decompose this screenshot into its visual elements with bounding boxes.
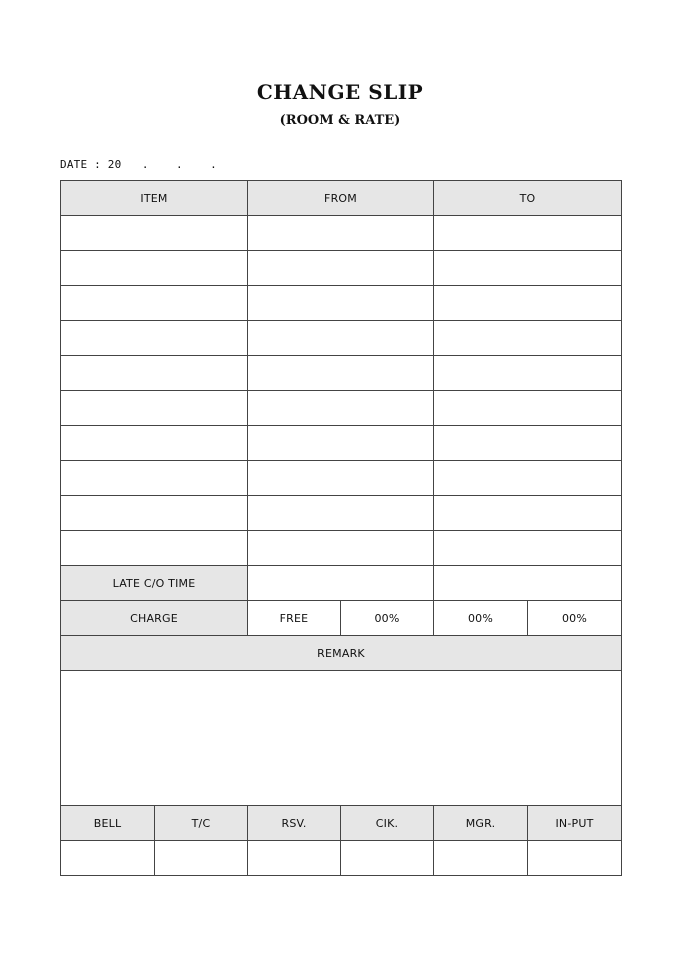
signoff-tc-label: T/C: [155, 806, 248, 841]
to-header: TO: [434, 181, 622, 216]
signoff-header-row: [61, 806, 622, 841]
signoff-tc-field[interactable]: [155, 841, 248, 876]
item-cell[interactable]: [61, 496, 248, 531]
to-cell[interactable]: [434, 251, 622, 286]
to-cell[interactable]: [434, 531, 622, 566]
late-checkout-to-cell[interactable]: [434, 566, 622, 601]
to-cell[interactable]: [434, 216, 622, 251]
entry-row: [61, 286, 622, 321]
entry-row: [61, 531, 622, 566]
item-header: ITEM: [61, 181, 248, 216]
date-label: DATE : 20 . . .: [60, 158, 217, 171]
signoff-input-field[interactable]: [528, 841, 622, 876]
late-checkout-label: LATE C/O TIME: [61, 566, 248, 601]
from-cell[interactable]: [248, 216, 434, 251]
item-cell[interactable]: [61, 251, 248, 286]
entry-rows: [61, 216, 622, 566]
late-checkout-row: [61, 566, 622, 601]
signoff-mgr-field[interactable]: [434, 841, 528, 876]
to-cell[interactable]: [434, 496, 622, 531]
remark-body-row: [61, 671, 622, 806]
signoff-cik-field[interactable]: [341, 841, 434, 876]
entry-row: [61, 321, 622, 356]
item-cell[interactable]: [61, 391, 248, 426]
item-cell[interactable]: [61, 461, 248, 496]
signoff-rsv-label: RSV.: [248, 806, 341, 841]
signoff-rsv-field[interactable]: [248, 841, 341, 876]
charge-rate-cell-1[interactable]: 00%: [341, 601, 434, 636]
charge-row: [61, 601, 622, 636]
charge-free-cell[interactable]: FREE: [248, 601, 341, 636]
from-cell[interactable]: [248, 531, 434, 566]
to-cell[interactable]: [434, 286, 622, 321]
from-cell[interactable]: [248, 251, 434, 286]
entry-row: [61, 216, 622, 251]
entry-row: [61, 496, 622, 531]
remark-header-row: [61, 636, 622, 671]
from-cell[interactable]: [248, 321, 434, 356]
entry-row: [61, 251, 622, 286]
from-cell[interactable]: [248, 496, 434, 531]
item-cell[interactable]: [61, 356, 248, 391]
item-cell[interactable]: [61, 426, 248, 461]
from-cell[interactable]: [248, 426, 434, 461]
item-cell[interactable]: [61, 531, 248, 566]
item-cell[interactable]: [61, 216, 248, 251]
document-subtitle: (ROOM & RATE): [279, 113, 401, 128]
header-row: [61, 181, 622, 216]
entry-row: [61, 391, 622, 426]
to-cell[interactable]: [434, 391, 622, 426]
signoff-mgr-label: MGR.: [434, 806, 528, 841]
to-cell[interactable]: [434, 426, 622, 461]
entry-row: [61, 356, 622, 391]
document-title: CHANGE SLIP: [256, 80, 424, 104]
from-header: FROM: [248, 181, 434, 216]
item-cell[interactable]: [61, 321, 248, 356]
signoff-cik-label: CIK.: [341, 806, 434, 841]
remark-label: REMARK: [61, 636, 622, 671]
signoff-bell-field[interactable]: [61, 841, 155, 876]
remark-field[interactable]: [61, 671, 622, 806]
from-cell[interactable]: [248, 356, 434, 391]
entry-row: [61, 461, 622, 496]
signoff-bell-label: BELL: [61, 806, 155, 841]
to-cell[interactable]: [434, 356, 622, 391]
late-checkout-from-cell[interactable]: [248, 566, 434, 601]
charge-label: CHARGE: [61, 601, 248, 636]
signoff-input-label: IN-PUT: [528, 806, 622, 841]
entry-row: [61, 426, 622, 461]
to-cell[interactable]: [434, 461, 622, 496]
from-cell[interactable]: [248, 461, 434, 496]
item-cell[interactable]: [61, 286, 248, 321]
from-cell[interactable]: [248, 391, 434, 426]
charge-rate-cell-2[interactable]: 00%: [434, 601, 528, 636]
change-slip-table: [60, 180, 622, 876]
from-cell[interactable]: [248, 286, 434, 321]
to-cell[interactable]: [434, 321, 622, 356]
charge-rate-cell-3[interactable]: 00%: [528, 601, 622, 636]
signoff-sign-row: [61, 841, 622, 876]
